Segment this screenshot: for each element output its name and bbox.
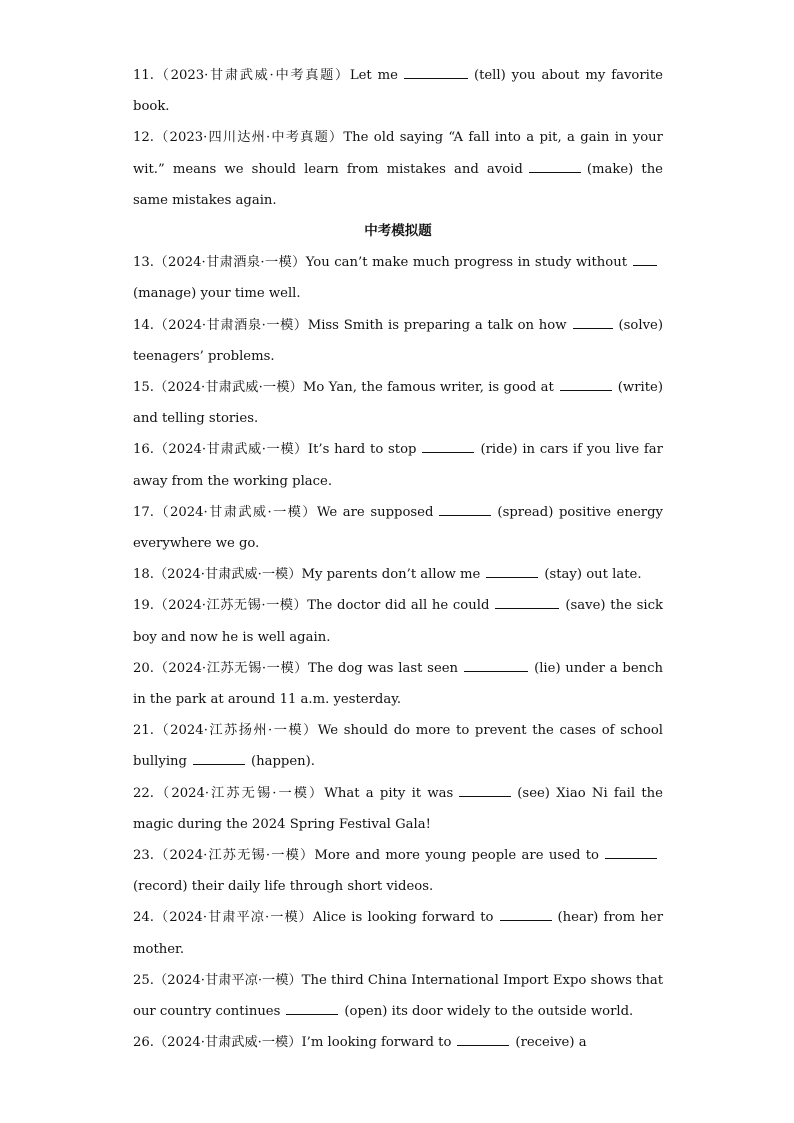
question-text: My parents don’t allow me <box>301 567 481 583</box>
question-25 <box>133 965 663 1027</box>
question-source: （2024·甘肃武威·一模） <box>153 1035 302 1051</box>
question-24 <box>133 902 663 964</box>
answer-blank[interactable] <box>529 159 581 173</box>
question-hint: (manage) <box>133 286 197 302</box>
question-text: Alice is looking forward to <box>312 910 494 926</box>
answer-blank[interactable] <box>605 845 657 859</box>
question-text-after: teenagers’ problems. <box>133 348 275 364</box>
answer-blank[interactable] <box>459 783 511 797</box>
question-source: （2024·甘肃平凉·一模） <box>153 910 313 926</box>
question-13 <box>133 247 663 309</box>
question-text-after: your time well. <box>200 286 301 302</box>
question-text: More and more young people are used to <box>314 848 599 864</box>
answer-blank[interactable] <box>495 595 559 609</box>
question-source: （2024·甘肃酒泉·一模） <box>153 317 308 333</box>
question-number: 19. <box>133 598 154 614</box>
question-number: 14. <box>133 317 154 333</box>
question-number: 25. <box>133 972 154 988</box>
question-text: The doctor did all he could <box>307 598 490 614</box>
question-source: （2024·甘肃武威·一模） <box>153 442 308 458</box>
question-number: 16. <box>133 442 154 458</box>
question-number: 21. <box>133 723 154 739</box>
question-hint: (spread) <box>497 504 554 520</box>
question-19 <box>133 590 663 652</box>
question-20 <box>133 653 663 715</box>
answer-blank[interactable] <box>464 658 528 672</box>
question-hint: (solve) <box>618 317 663 333</box>
question-source: （2024·甘肃平凉·一模） <box>153 972 302 988</box>
question-source: （2024·江苏扬州·一模） <box>153 723 318 739</box>
question-number: 15. <box>133 380 154 396</box>
question-hint: (ride) <box>480 442 518 458</box>
question-number: 17. <box>133 504 154 520</box>
question-number: 13. <box>133 255 154 271</box>
question-text: We are supposed <box>316 504 434 520</box>
question-hint: (open) <box>344 1004 388 1020</box>
question-22 <box>133 778 663 840</box>
question-number: 12. <box>133 130 154 146</box>
answer-blank[interactable] <box>457 1032 509 1046</box>
question-hint: (write) <box>617 380 663 396</box>
question-23 <box>133 840 663 902</box>
question-hint: (stay) <box>544 567 583 583</box>
question-text-after: out late. <box>586 567 642 583</box>
question-number: 11. <box>133 68 154 83</box>
answer-blank[interactable] <box>560 377 612 391</box>
question-source: （2024·江苏无锡·一模） <box>153 785 325 801</box>
question-18 <box>133 559 663 590</box>
question-text: We should do more to prevent the cases of school bullying <box>133 723 663 770</box>
answer-blank[interactable] <box>422 439 474 453</box>
question-text-after: you about my favorite book. <box>133 68 663 115</box>
question-source: （2024·江苏无锡·一模） <box>153 848 315 864</box>
question-text-after: its door widely to the outside world. <box>391 1004 634 1020</box>
question-source: （2023·甘肃武威·中考真题） <box>153 68 350 83</box>
question-26 <box>133 1027 663 1058</box>
question-text: What a pity it was <box>324 785 454 801</box>
question-number: 20. <box>133 660 154 676</box>
answer-blank[interactable] <box>500 907 552 921</box>
question-15 <box>133 372 663 434</box>
question-text-after: positive energy everywhere we go. <box>133 504 663 552</box>
question-source: （2024·甘肃武威·一模） <box>153 380 303 396</box>
question-text-after: a <box>578 1035 587 1051</box>
answer-blank[interactable] <box>193 751 245 765</box>
question-hint: (hear) <box>557 910 599 926</box>
question-source: （2024·甘肃武威·一模） <box>153 567 302 583</box>
question-hint: (happen). <box>250 754 316 770</box>
answer-blank[interactable] <box>633 252 657 266</box>
answer-blank[interactable] <box>439 502 491 516</box>
question-hint: (record) <box>133 879 188 895</box>
question-hint: (see) <box>517 785 550 801</box>
question-text: You can’t make much progress in study without <box>305 255 627 271</box>
question-hint: (lie) <box>534 660 561 676</box>
question-12 <box>133 122 663 216</box>
question-number: 22. <box>133 785 154 801</box>
question-text: The dog was last seen <box>308 660 459 676</box>
question-list <box>133 60 663 1059</box>
question-17 <box>133 497 663 559</box>
question-text-after: in cars if you live far away from the working place. <box>133 442 663 489</box>
question-source: （2024·江苏无锡·一模） <box>153 598 308 614</box>
question-text: I’m looking forward to <box>301 1035 452 1051</box>
question-14 <box>133 310 663 372</box>
question-hint: (tell) <box>473 68 506 83</box>
question-text-after: the sick boy and now he is well again. <box>133 598 663 645</box>
question-16 <box>133 434 663 496</box>
question-number: 18. <box>133 567 154 583</box>
question-11 <box>133 60 663 122</box>
question-text: Miss Smith is preparing a talk on how <box>307 317 567 333</box>
question-text-after: under a bench in the park at around 11 a.m. yesterday. <box>133 660 663 708</box>
question-text: Mo Yan, the famous writer, is good at <box>302 380 554 396</box>
answer-blank[interactable] <box>486 564 538 578</box>
answer-blank[interactable] <box>286 1001 338 1015</box>
section-title: 中考模拟题 <box>364 223 432 240</box>
question-hint: (save) <box>565 598 606 614</box>
question-number: 26. <box>133 1035 154 1051</box>
question-text: The old saying “A fall into a pit, a gain in your wit.” means we should learn from mistakes and avoid <box>133 130 663 177</box>
question-text-after: and telling stories. <box>133 411 259 427</box>
question-source: （2023·四川达州·中考真题） <box>153 130 344 146</box>
question-21 <box>133 715 663 777</box>
question-source: （2024·江苏无锡·一模） <box>153 660 309 676</box>
answer-blank[interactable] <box>404 65 468 79</box>
question-hint: (make) <box>586 161 634 177</box>
question-text-after: from her mother. <box>133 910 663 957</box>
question-text-after: the same mistakes again. <box>133 161 663 208</box>
question-number: 24. <box>133 910 154 926</box>
question-text-after: their daily life through short videos. <box>191 879 434 895</box>
question-text: The third China International Import Expo shows that our country continues <box>133 972 663 1020</box>
question-source: （2024·甘肃武威·一模） <box>153 504 317 520</box>
question-text: Let me <box>349 68 398 83</box>
question-hint: (receive) <box>515 1035 575 1051</box>
answer-blank[interactable] <box>573 315 613 329</box>
question-source: （2024·甘肃酒泉·一模） <box>153 255 306 271</box>
question-text-after: Xiao Ni fail the magic during the 2024 Spring Festival Gala! <box>133 785 663 832</box>
question-number: 23. <box>133 848 154 864</box>
question-text: It’s hard to stop <box>307 442 417 458</box>
